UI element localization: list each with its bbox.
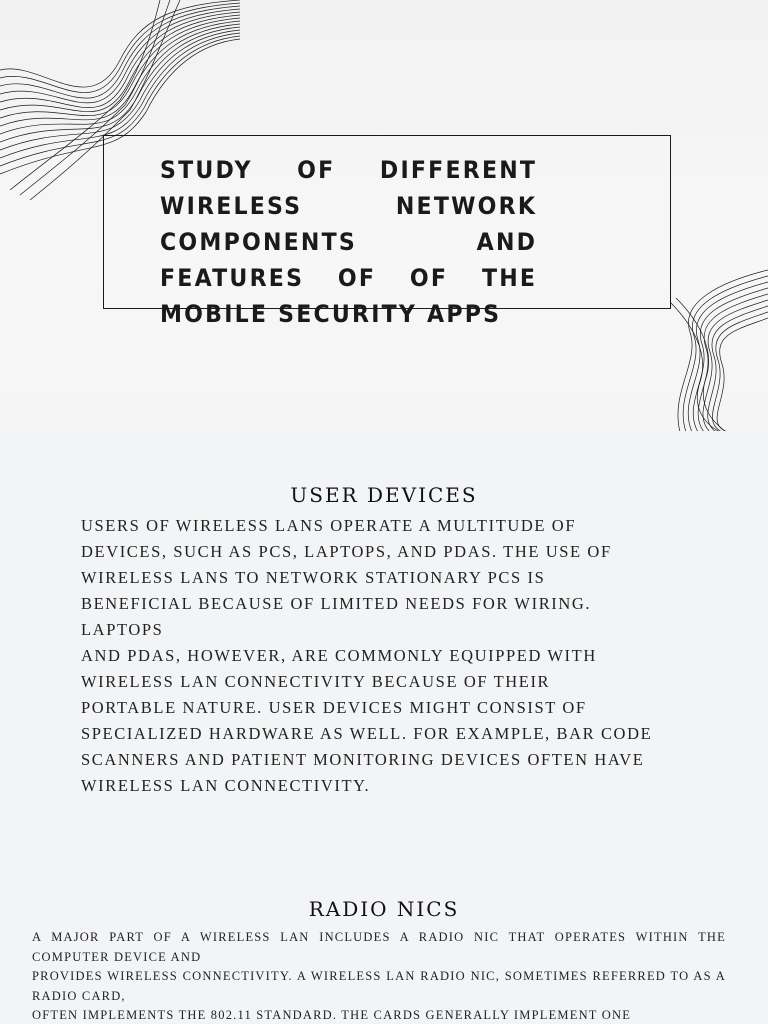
title-slide	[0, 0, 768, 431]
section-heading-radio-nics: RADIO NICS	[308, 897, 460, 921]
wave-lines-decoration-bottom-right	[660, 262, 768, 431]
user-devices-paragraph: USERS OF WIRELESS LANS OPERATE A MULTITUDE OF DEVICES, SUCH AS PCS, LAPTOPS, AND PDAS. THE USE OF WIRELESS LANS TO NETWORK STATIONARY PCS IS BENEFICIAL BECAUSE OF LIMITED NEEDS FOR WIRING. LAPTOPS AND PDAS, HOWEVER, ARE COMMONLY EQUIPPED WITH WIRELESS LAN CONNECTIVITY BECAUSE OF THEIR PORTABLE NATURE. USER DEVICES MIGHT CONSIST OF SPECIALIZED HARDWARE AS WELL. FOR EXAMPLE, BAR CODE SCANNERS AND PATIENT MONITORING DEVICES OFTEN HAVE WIRELESS LAN CONNECTIVITY.	[81, 516, 653, 795]
title-box	[103, 135, 671, 328]
radio-nics-line: PROVIDES WIRELESS CONNECTIVITY. A WIRELESS LAN RADIO NIC, SOMETIMES REFERRED TO AS A RADIO CARD,	[32, 969, 726, 1003]
radio-nics-paragraph	[32, 928, 726, 1024]
radio-nics-line: A MAJOR PART OF A WIRELESS LAN INCLUDES A RADIO NIC THAT OPERATES WITHIN THE COMPUTER DEVICE AND	[32, 930, 726, 964]
content-page	[0, 431, 768, 1024]
radio-nics-line: OFTEN IMPLEMENTS THE 802.11 STANDARD. THE CARDS GENERALLY IMPLEMENT ONE	[32, 1008, 632, 1022]
section-heading-user-devices: USER DEVICES	[290, 483, 478, 507]
page-title: STUDY OF DIFFERENT WIRELESS NETWORK COMPONENTS AND FEATURES OF OF THE MOBILE SECURITY APPS	[160, 156, 538, 328]
